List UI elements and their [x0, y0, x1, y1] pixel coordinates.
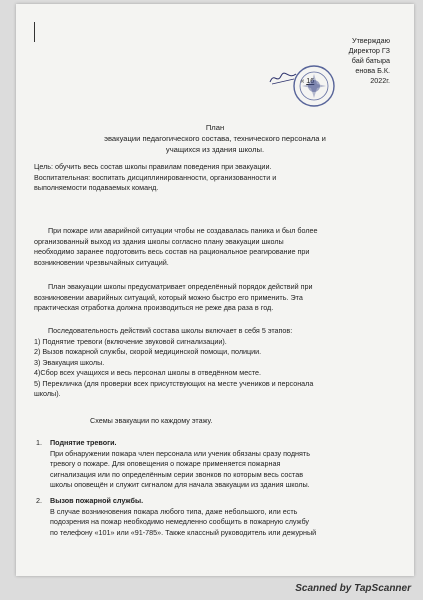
title-line-3: учащихся из здания школы.	[165, 145, 265, 154]
step-line: по телефону «101» или «91-785». Также классный руководитель или дежурный	[50, 527, 317, 537]
scanner-watermark: Scanned by TapScanner	[295, 583, 411, 594]
step-line: подозрения на пожар необходимо немедленно сообщить в пожарную службу	[50, 517, 310, 526]
para1-line-3: необходимо заранее подготовить весь состав на рациональное реагирование при	[34, 247, 310, 256]
step-1	[36, 438, 392, 491]
document-page	[16, 4, 414, 576]
step-heading: Поднятие тревоги.	[50, 438, 117, 447]
pen-mark	[34, 22, 35, 42]
sequence-item: 1) Поднятие тревоги (включение звуковой сигнализации).	[34, 336, 227, 346]
sequence-item: 5) Перекличка (для проверки всех присутствующих на месте учеников и персонала	[34, 378, 314, 388]
step-line: В случае возникновения пожара любого типа, даже небольшого, или есть	[50, 506, 298, 516]
sequence-item-cont: школы).	[34, 389, 61, 398]
step-2	[36, 496, 392, 538]
school-seal-icon	[292, 64, 336, 108]
sequence-intro: Последовательность действий состава школы включает в себя 5 этапов:	[48, 326, 293, 335]
sequence-item: 3) Эвакуация школы.	[34, 357, 105, 367]
approval-line-3: бай батыра	[351, 56, 390, 65]
approval-date-day: 16	[306, 76, 315, 85]
step-line: школы оповещён и служит сигналом для начала эвакуации из здания школы.	[50, 480, 310, 489]
approval-line-4: енова Б.К.	[355, 66, 390, 75]
step-heading: Вызов пожарной службы.	[50, 496, 144, 505]
sequence-item: 4)Сбор всех учащихся и весь персонал школы в отведённом месте.	[34, 368, 262, 377]
paragraph-2	[34, 282, 396, 314]
sequence-item: 2) Вызов пожарной службы, скорой медицинской помощи, полиции.	[34, 347, 262, 356]
approval-line-2: Директор ГЗ	[348, 46, 390, 55]
approval-line-1: Утверждаю	[352, 36, 390, 45]
schemes-line: Схемы эвакуации по каждому этажу.	[90, 416, 213, 425]
para1-line-4: возникновении чрезвычайных ситуаций.	[34, 257, 169, 267]
title-line-2: эвакуации педагогического состава, технического персонала и	[104, 134, 326, 143]
step-line: тревогу о пожаре. Для оповещения о пожаре применяется пожарная	[50, 459, 281, 468]
para2-line-1: План эвакуации школы предусматривает определённый порядок действий при	[48, 282, 313, 291]
title-line-1: План	[205, 123, 225, 132]
goals-block	[34, 162, 396, 194]
approval-date-prefix: «	[300, 76, 305, 85]
step-number: 2.	[36, 496, 42, 505]
step-line: сигнализация или по определённым серии звонков по которым весь состав	[50, 469, 304, 479]
paragraph-1	[34, 226, 396, 268]
document-title	[16, 122, 414, 155]
goal-line-1: Цель: обучить весь состав школы правилам поведения при эвакуации.	[34, 162, 272, 171]
sequence-block	[34, 326, 396, 400]
step-line: При обнаружении пожара член персонала или ученик обязаны сразу поднять	[50, 448, 310, 458]
approval-date-year: 2022г.	[370, 76, 390, 85]
para1-line-2: организованный выход из здания школы согласно плану эвакуации школы	[34, 236, 284, 246]
para1-line-1: При пожаре или аварийной ситуации чтобы не создавалась паника и был более	[48, 226, 318, 235]
step-number: 1.	[36, 438, 42, 447]
para2-line-2: возникновении аварийных ситуаций, который можно быстро его применить. Эта	[34, 292, 303, 302]
goal-line-2: Воспитательная: воспитать дисциплинированности, организованности и	[34, 172, 277, 182]
para2-line-3: практическая отработка должна производиться не реже два раза в год.	[34, 303, 274, 312]
goal-line-3: выполняемости подаваемых команд.	[34, 183, 159, 192]
